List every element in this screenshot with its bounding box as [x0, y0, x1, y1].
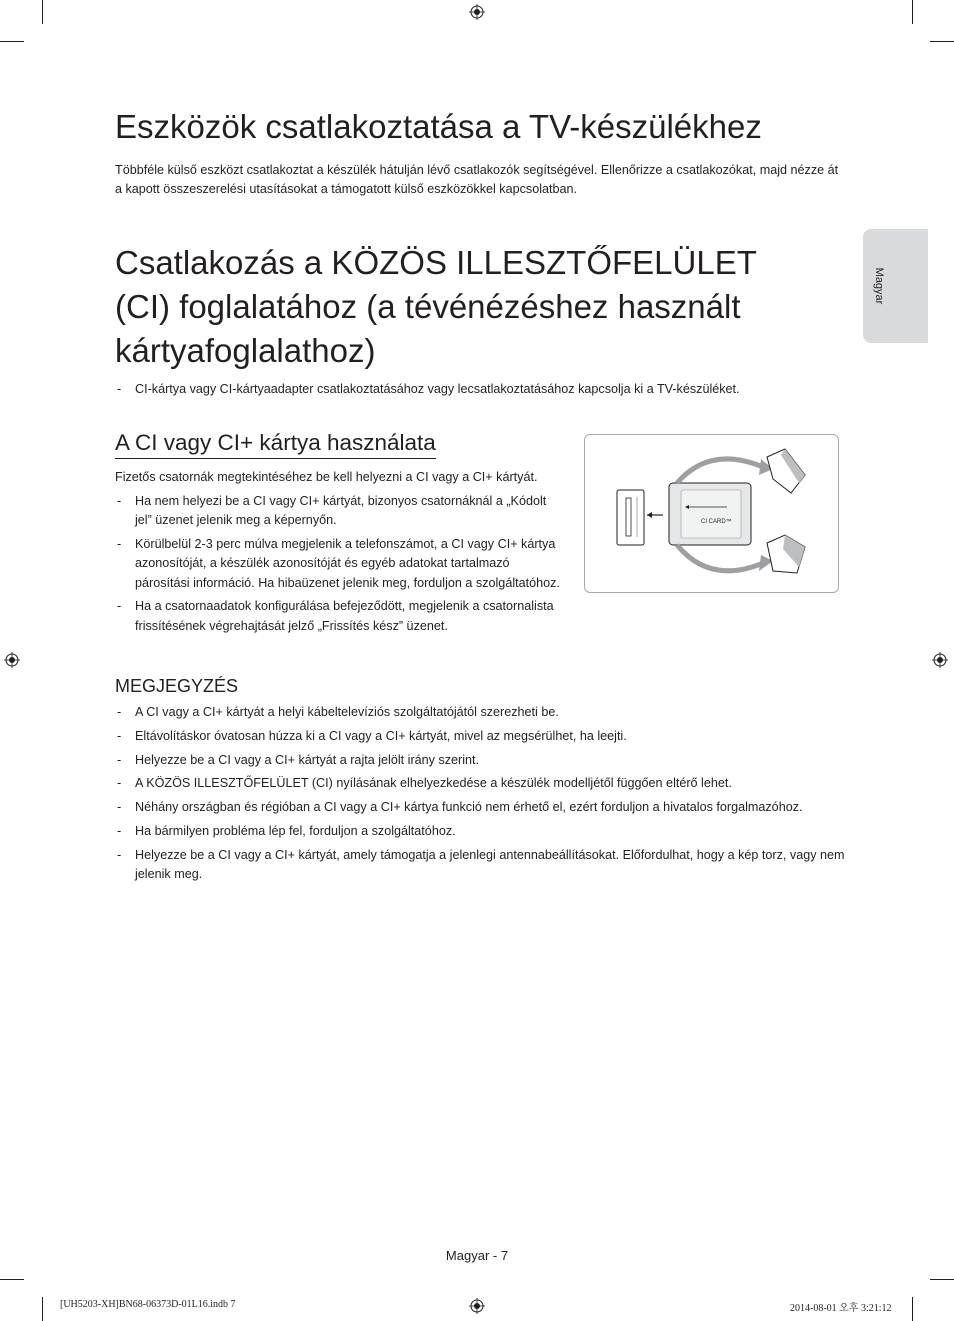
subsection-heading: A CI vagy CI+ kártya használata — [115, 428, 436, 459]
section-heading-line: kártyafoglalathoz) — [115, 332, 376, 369]
registration-mark-icon — [469, 4, 485, 20]
crop-mark — [42, 1297, 43, 1321]
crop-mark — [912, 1297, 913, 1321]
page-title: Eszközök csatlakoztatása a TV-készülékhez — [115, 108, 762, 145]
crop-mark — [0, 41, 24, 42]
crop-mark — [930, 41, 954, 42]
registration-mark-icon — [932, 652, 948, 668]
list-item: - Néhány országban és régióban a CI vagy a CI+ kártya funkció nem érhető el, ezért forduljon a hivatalos forgalmazóhoz. — [115, 798, 845, 817]
ci-card-illustration — [584, 434, 839, 593]
section-heading — [115, 241, 795, 373]
list-item: - A CI vagy a CI+ kártyát a helyi kábeltelevíziós szolgáltatójától szerezheti be. — [115, 703, 845, 722]
language-tab-label — [862, 229, 896, 343]
list-item: - A KÖZÖS ILLESZTŐFELÜLET (CI) nyílásának elhelyezkedése a készülék modelljétől függően eltérő lehet. — [115, 774, 845, 793]
note-list — [115, 703, 845, 889]
registration-mark-icon — [469, 1298, 485, 1314]
ci-card-diagram — [585, 435, 838, 592]
print-slug-right: 2014-08-01 오후 3:21:12 — [790, 1303, 892, 1314]
crop-mark — [42, 0, 43, 24]
crop-mark — [930, 1279, 954, 1280]
crop-mark — [912, 0, 913, 24]
section-bullet-list — [115, 380, 845, 404]
note-heading: MEGJEGYZÉS — [115, 676, 239, 696]
ci-card-label: CI CARD™ — [701, 519, 732, 525]
list-item: - Helyezze be a CI vagy a CI+ kártyát, amely támogatja a jelenlegi antennabeállításokat. Előfordulhat, hogy a kép torz, vagy nem jelenik meg. — [115, 846, 845, 885]
list-item: - CI-kártya vagy CI-kártyaadapter csatlakoztatásához vagy lecsatlakoztatásához kapcsolja ki a TV-készüléket. — [115, 380, 845, 399]
language-tab-text: Magyar — [873, 267, 885, 305]
list-item: - Ha bármilyen probléma lép fel, forduljon a szolgáltatóhoz. — [115, 822, 845, 841]
section-heading-line: Csatlakozás a KÖZÖS ILLESZTŐFELÜLET — [115, 244, 757, 281]
section-heading-line: (CI) foglalatához (a tévénézéshez használt — [115, 288, 741, 325]
registration-mark-icon — [4, 652, 20, 668]
list-item: - Ha nem helyezi be a CI vagy CI+ kártyát, bizonyos csatornáknál a „Kódolt jel” üzenet jelenik meg a képernyőn. — [115, 492, 565, 531]
page-number: Magyar - 7 — [445, 1248, 509, 1263]
list-item: - Eltávolításkor óvatosan húzza ki a CI vagy a CI+ kártyát, mivel az megsérülhet, ha leejti. — [115, 727, 845, 746]
crop-mark — [0, 1279, 24, 1280]
list-item: - Helyezze be a CI vagy a CI+ kártyát a rajta jelölt irány szerint. — [115, 751, 845, 770]
list-item: - Ha a csatornaadatok konfigurálása befejeződött, megjelenik a csatornalista frissítésének végrehajtását jelző „Frissítés kész” üzenet. — [115, 597, 565, 636]
subsection-lead: Fizetős csatornák megtekintéséhez be kell helyezni a CI vagy a CI+ kártyát. — [115, 470, 538, 484]
print-slug-left: [UH5203-XH]BN68-06373D-01L16.indb 7 — [60, 1299, 236, 1310]
list-item: - Körülbelül 2-3 perc múlva megjelenik a telefonszámot, a CI vagy CI+ kártya azonosítóját, a készülék azonosítóját és egyéb adatokat tartalmazó párosítási információ. Ha hibaüzenet jelenik meg, forduljon a szolgáltatóhoz. — [115, 535, 565, 593]
subsection-list — [115, 492, 565, 641]
intro-paragraph: Többféle külső eszközt csatlakoztat a készülék hátulján lévő csatlakozók segítségével. Ellenőrizze a csatlakozókat, majd nézze át a kapott összeszerelési utasításokat a támogatott külső eszközökkel kapcsolatban. — [115, 163, 839, 196]
